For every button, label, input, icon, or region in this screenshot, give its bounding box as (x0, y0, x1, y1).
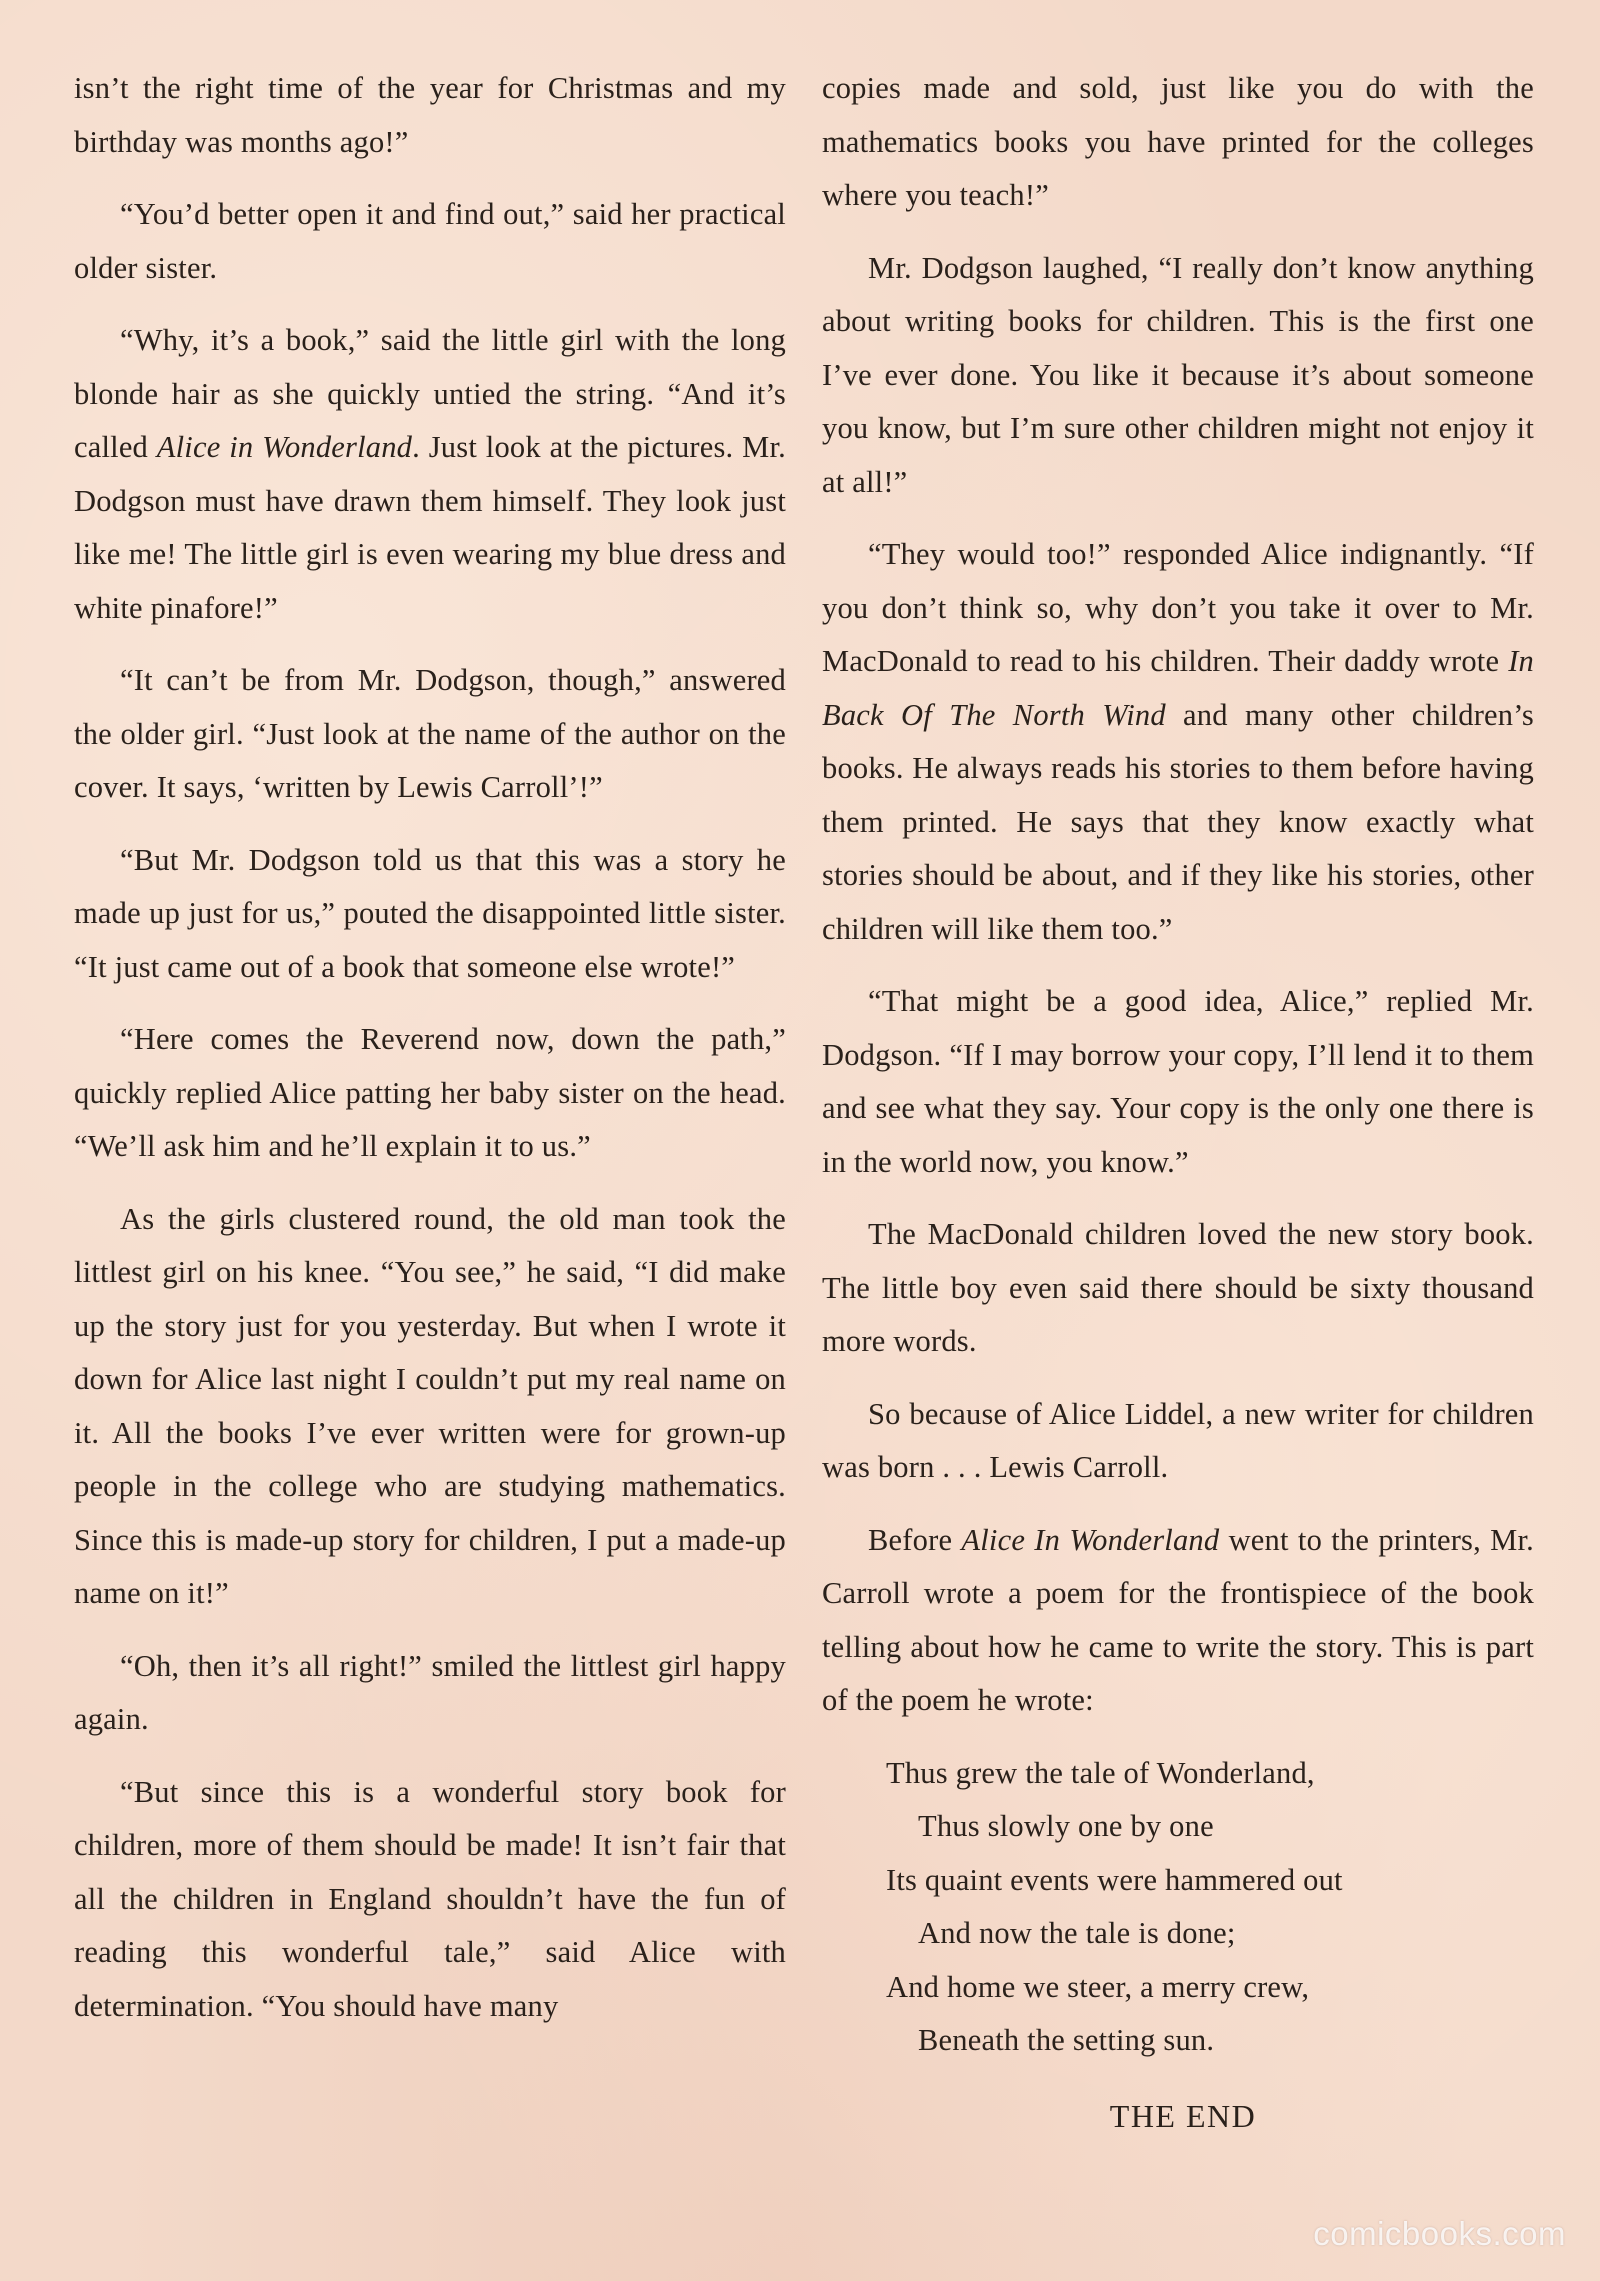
poem-line: Thus grew the tale of Wonderland, (886, 1755, 1315, 1790)
paragraph: copies made and sold, just like you do with the mathematics books you have printed for the colleges where you teach!” (822, 71, 1534, 212)
poem-line: And home we steer, a merry crew, (886, 1969, 1310, 2004)
poem-line: Its quaint events were hammered out (886, 1862, 1343, 1897)
paragraph: “Oh, then it’s all right!” smiled the littlest girl happy again. (74, 1648, 786, 1736)
poem-line: Thus slowly one by one (918, 1809, 1214, 1843)
the-end-heading: THE END (1109, 2097, 1257, 2134)
paragraph: “They would too!” responded Alice indignantly. “If you don’t think so, why don’t you take it over to Mr. MacDonald to read to his children. Their daddy wrote In Back Of The North Wind and many other children’s books. He always reads his stories to them before having them printed. He says that they know exactly what stories should be about, and if they like his stories, other children will like them too.” (822, 537, 1534, 946)
paragraph: So because of Alice Liddel, a new writer for children was born . . . Lewis Carroll. (822, 1396, 1534, 1484)
paragraph: “That might be a good idea, Alice,” replied Mr. Dodgson. “If I may borrow your copy, I’ll lend it to them and see what they say. Your copy is the only one there is in the world now, you know.” (822, 984, 1534, 1179)
right-column (822, 62, 1534, 2135)
paragraph: “But Mr. Dodgson told us that this was a story he made up just for us,” pouted the disappointed little sister. “It just came out of a book that someone else wrote!” (74, 842, 786, 984)
paragraph: The MacDonald children loved the new story book. The little boy even said there should be sixty thousand more words. (822, 1217, 1534, 1358)
poem-line: And now the tale is done; (918, 1916, 1236, 1950)
poem-line: Beneath the setting sun. (918, 2023, 1215, 2057)
paragraph: “Why, it’s a book,” said the little girl with the long blonde hair as she quickly untied the string. “And it’s called Alice in Wonderland. Just look at the pictures. Mr. Dodgson must have drawn them himself. They look just like me! The little girl is even wearing my blue dress and white pinafore!” (74, 323, 786, 625)
paragraph: “But since this is a wonderful story book for children, more of them should be made! It isn’t fair that all the children in England shouldn’t have the fun of reading this wonderful tale,” said Alice with determination. “You should have many (74, 1774, 786, 2023)
poem (822, 1747, 1534, 2068)
paragraph: Mr. Dodgson laughed, “I really don’t know anything about writing books for children. This is the first one I’ve ever done. You like it because it’s about someone you know, but I’m sure other children might not enjoy it at all!” (822, 250, 1534, 499)
paragraph: “You’d better open it and find out,” said her practical older sister. (74, 197, 786, 285)
paragraph: “Here comes the Reverend now, down the path,” quickly replied Alice patting her baby sister on the head. “We’ll ask him and he’ll explain it to us.” (74, 1022, 786, 1163)
left-column (74, 62, 786, 2052)
book-title: Alice in Wonderland (156, 430, 413, 464)
paragraph: As the girls clustered round, the old man took the littlest girl on his knee. “You see,” he said, “I did make up the story just for you yesterday. But when I wrote it down for Alice last night I couldn’t put my real name on it. All the books I’ve ever written were for grown-up people in the college who are studying mathematics. Since this is made-up story for children, I put a made-up name on it!” (74, 1201, 786, 1610)
book-title: Alice In Wonderland (961, 1522, 1220, 1557)
watermark: comicbooks.com (1313, 2215, 1566, 2252)
paragraph: “It can’t be from Mr. Dodgson, though,” answered the older girl. “Just look at the name of the author on the cover. It says, ‘written by Lewis Carroll’!” (74, 663, 786, 804)
paragraph: isn’t the right time of the year for Christmas and my birthday was months ago!” (74, 71, 786, 159)
paragraph: Before Alice In Wonderland went to the printers, Mr. Carroll wrote a poem for the frontispiece of the book telling about how he came to write the story. This is part of the poem he wrote: (822, 1522, 1534, 1717)
book-title: In Back Of The North Wind (822, 644, 1534, 732)
